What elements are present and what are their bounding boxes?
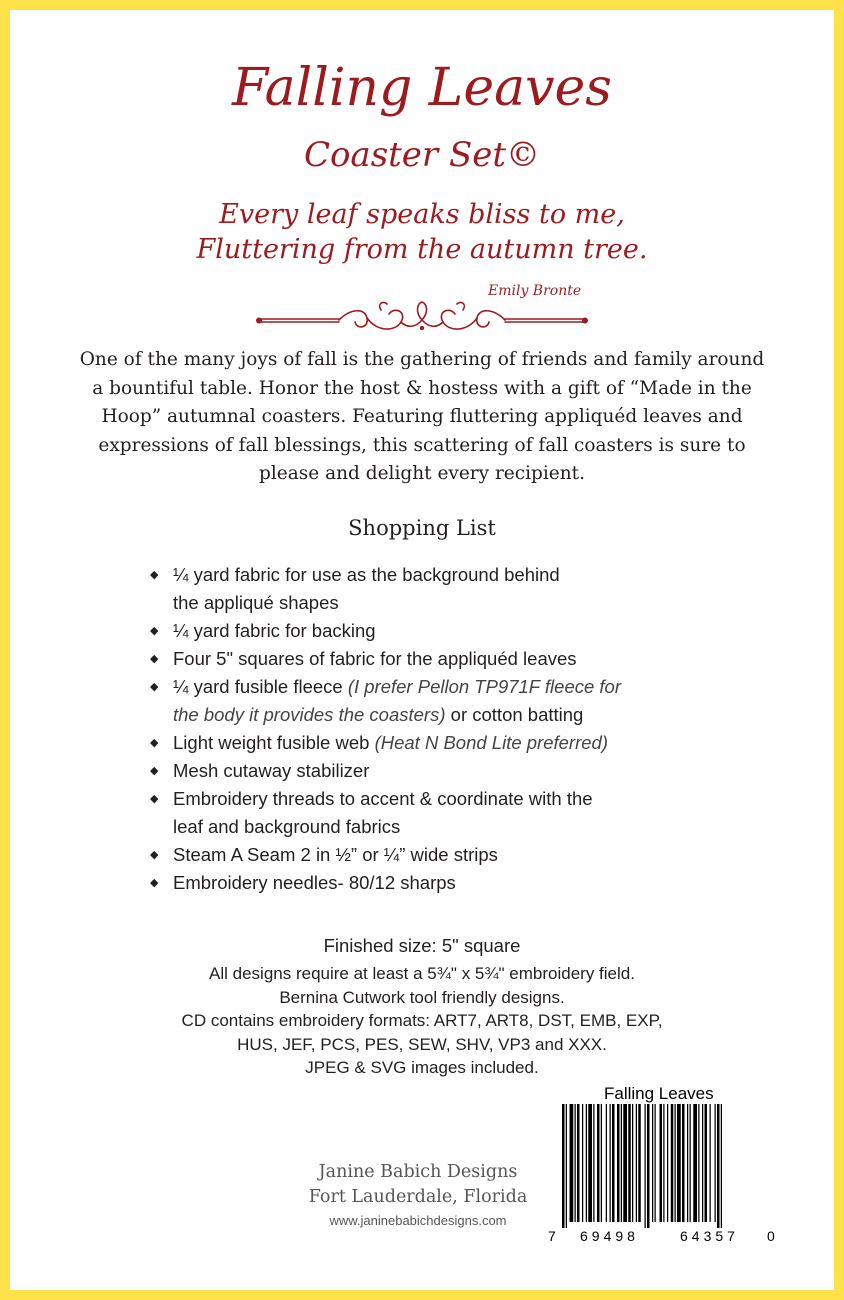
barcode-bar (575, 1104, 576, 1222)
barcode-bar (593, 1104, 594, 1222)
bullet-icon: ◆ (150, 793, 159, 805)
barcode-bar (675, 1104, 676, 1222)
bullet-icon: ◆ (150, 569, 159, 581)
quote (0, 197, 844, 267)
list-item-text: Steam A Seam 2 in ½” or ¼” wide strips (173, 844, 498, 865)
intro-line: Hoop” autumnal coasters. Featuring fluttering appliquéd leaves and (101, 406, 743, 427)
list-item-note: (I prefer Pellon TP971F fleece for (347, 676, 622, 697)
intro-line: please and delight every recipient. (259, 463, 585, 484)
barcode-bar (610, 1104, 611, 1222)
barcode-bar (623, 1104, 627, 1222)
barcode-bar (636, 1104, 637, 1222)
barcode-bar (687, 1104, 688, 1222)
page-title: Falling Leaves (232, 58, 612, 118)
barcode-bar (582, 1104, 583, 1222)
barcode-bar (721, 1104, 722, 1228)
details-line: All designs require at least a 5¾" x 5¾" embroidery field. (209, 964, 635, 983)
details-line: JPEG & SVG images included. (305, 1058, 539, 1077)
list-item (150, 785, 710, 841)
list-item-text-continued: leaf and background fabrics (173, 816, 401, 837)
list-item-note-continued: the body it provides the coasters) (173, 704, 446, 725)
intro-line: expressions of fall blessings, this scattering of fall coasters is sure to (98, 434, 746, 456)
list-item-text: Four 5" squares of fabric for the appliquéd leaves (173, 648, 577, 669)
list-item-note: (Heat N Bond Lite preferred) (374, 732, 608, 753)
barcode-bar (667, 1104, 668, 1222)
barcode-bar (621, 1104, 622, 1222)
details-line: Bernina Cutwork tool friendly designs. (279, 987, 565, 1007)
list-item (150, 561, 710, 617)
barcode-bar (705, 1104, 708, 1222)
quote-line-2: Fluttering from the autumn tree. (196, 234, 648, 265)
barcode-bar (586, 1104, 587, 1222)
company-website: www.janinebabichdesigns.com (329, 1213, 507, 1228)
barcode-bar (597, 1104, 600, 1222)
barcode-bar (698, 1104, 699, 1222)
barcode-group-1: 69498 (580, 1228, 639, 1244)
barcode-bar (566, 1104, 567, 1228)
barcode-title: Falling Leaves (604, 1084, 714, 1103)
barcode-bar (655, 1104, 656, 1222)
barcode-bar (628, 1104, 631, 1222)
list-item-text: Embroidery threads to accent & coordinate with the (173, 788, 593, 809)
barcode-bar (601, 1104, 602, 1222)
barcode-bar (647, 1104, 650, 1228)
barcode-bar (693, 1104, 697, 1222)
barcode-bar (617, 1104, 620, 1222)
barcode-digit-left: 7 (548, 1228, 556, 1244)
list-item (150, 841, 710, 869)
company-city: Fort Lauderdale, Florida (308, 1187, 528, 1207)
barcode-bar (577, 1104, 580, 1222)
list-item-text: ¼ yard fusible fleece (173, 676, 348, 697)
list-item-text: Light weight fusible web (173, 732, 375, 753)
bullet-icon: ◆ (150, 849, 159, 861)
barcode-bar (702, 1104, 703, 1222)
list-item (150, 673, 710, 729)
barcode-bar (606, 1104, 607, 1222)
list-item (150, 869, 710, 897)
barcode-bar (588, 1104, 592, 1222)
list-item-text-continued: or cotton batting (445, 704, 584, 725)
finished-size: Finished size: 5" square (323, 935, 521, 956)
list-item-text: ¼ yard fabric for backing (173, 620, 376, 641)
intro-paragraph (62, 346, 782, 489)
company-name: Janine Babich Designs (318, 1162, 518, 1182)
flourish-divider (255, 298, 589, 338)
barcode-digit-right: 0 (767, 1228, 775, 1244)
bullet-icon: ◆ (150, 625, 159, 637)
shopping-list (150, 561, 710, 897)
barcode-bar (710, 1104, 711, 1222)
barcode-group-2: 64357 (680, 1228, 739, 1244)
shopping-list-heading: Shopping List (348, 516, 496, 540)
list-item (150, 757, 710, 785)
barcode-bar (717, 1104, 720, 1228)
list-item-text: Mesh cutaway stabilizer (173, 760, 370, 781)
bullet-icon: ◆ (150, 877, 159, 889)
quote-line-1: Every leaf speaks bliss to me, (219, 199, 625, 230)
company-info (298, 1160, 538, 1232)
list-item-text-continued: the appliqué shapes (173, 592, 339, 613)
bullet-icon: ◆ (150, 681, 159, 693)
list-item (150, 617, 710, 645)
barcode-bar (652, 1104, 653, 1222)
intro-line: One of the many joys of fall is the gathering of friends and family around (79, 349, 765, 370)
bullet-icon: ◆ (150, 765, 159, 777)
bullet-icon: ◆ (150, 737, 159, 749)
barcode-bar (677, 1104, 681, 1222)
bullet-icon: ◆ (150, 653, 159, 665)
barcode-bar (562, 1104, 565, 1228)
barcode-bar (682, 1104, 685, 1222)
barcode (548, 1104, 780, 1228)
list-item (150, 729, 710, 757)
list-item-text: ¼ yard fabric for use as the background behind (173, 564, 560, 585)
barcode-bar (632, 1104, 633, 1222)
list-item-text: Embroidery needles- 80/12 sharps (173, 872, 456, 893)
barcode-bar (715, 1104, 716, 1222)
barcode-bar (638, 1104, 641, 1222)
barcode-bar (671, 1104, 674, 1222)
barcode-bar (660, 1104, 663, 1222)
details-line: CD contains embroidery formats: ART7, ART8, DST, EMB, EXP, (181, 1011, 663, 1030)
intro-line: a bountiful table. Honor the host & hostess with a gift of “Made in the (92, 377, 752, 399)
barcode-bar (663, 1104, 664, 1222)
list-item (150, 645, 710, 673)
page-subtitle: Coaster Set© (303, 135, 541, 175)
barcode-bar (690, 1104, 691, 1222)
quote-author: Emily Bronte (488, 283, 582, 299)
details-line: HUS, JEF, PCS, PES, SEW, SHV, VP3 and XXX. (237, 1034, 607, 1054)
design-details (100, 962, 744, 1080)
barcode-bar (612, 1104, 615, 1222)
barcode-bar (570, 1104, 574, 1222)
barcode-bar (645, 1104, 646, 1228)
